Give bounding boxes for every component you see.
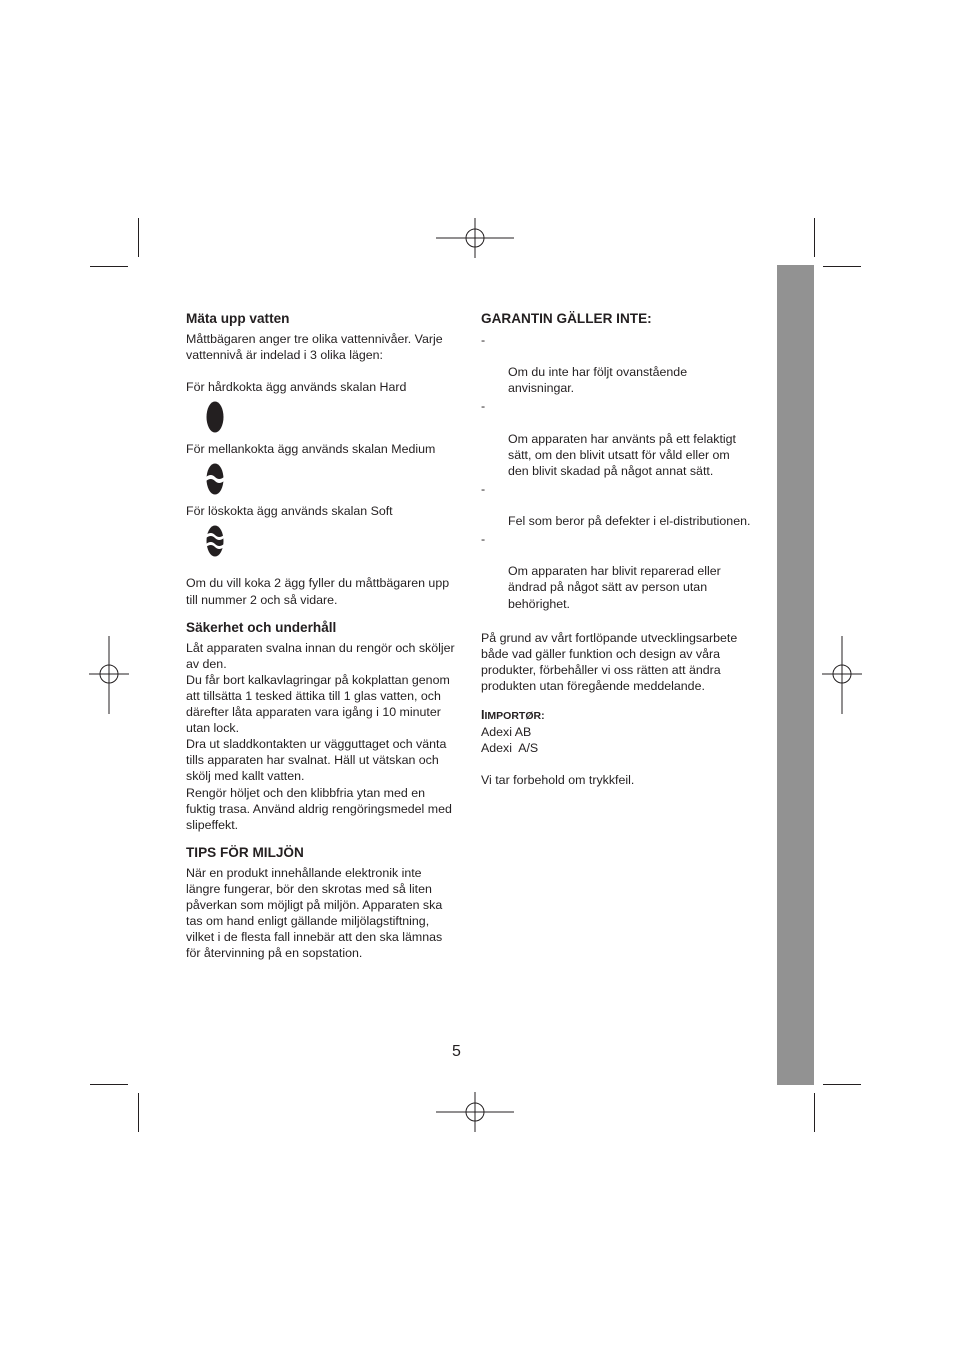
warranty-list	[481, 332, 766, 612]
crop-mark	[823, 1084, 861, 1085]
environment-body: När en produkt innehållande elektronik inte längre fungerar, bör den skrotas med så liten påverkan som möjligt på miljön. Apparaten ska tas om hand enligt gällande miljölagstiftning, vilket i de flesta fall innebär att den ska lämnas för återvinning på en sopstation.	[186, 865, 443, 961]
scale-soft-text: För löskokta ägg används skalan Soft	[186, 504, 393, 519]
hard-egg-icon	[206, 401, 224, 433]
section-heading-safety: Säkerhet och underhåll	[186, 619, 337, 635]
list-item	[481, 332, 766, 396]
list-item	[481, 398, 766, 478]
list-item-text: Fel som beror på defekter i el-distributionen.	[508, 514, 751, 529]
section-heading-measure-water: Mäta upp vatten	[186, 311, 290, 326]
language-side-tab	[777, 265, 814, 1085]
scale-medium-text: För mellankokta ägg används skalan Medium	[186, 442, 436, 457]
list-item-text: Om apparaten har blivit reparerad eller ändrad på något sätt av person utan behörighet.	[508, 564, 721, 611]
safety-body: Låt apparaten svalna innan du rengör och sköljer av den. Du får bort kalkavlagringar på kokplattan genom att tillsätta 1 tesked ättika till 1 glas vatten, och därefter låta apparaten vara igång i 10 minuter utan lock. Dra ut sladdkontakten ur vägguttaget och vänta tills apparaten har svalnat. Häll ut vätskan och skölj med kallt vatten. Rengör höljet och den klibbfria ytan med en fuktig trasa. Använd aldrig rengöringsmedel med slipeffekt.	[186, 640, 455, 832]
list-item	[481, 481, 766, 529]
print-disclaimer: Vi tar forbehold om trykkfeil.	[481, 773, 635, 788]
importer-heading-initial: I	[481, 707, 485, 722]
dash-bullet: -	[481, 532, 486, 547]
crop-mark	[823, 266, 861, 267]
crop-mark	[90, 266, 128, 267]
measure-outro: Om du vill koka 2 ägg fyller du måttbägaren upp till nummer 2 och så vidare.	[186, 576, 450, 607]
importer-heading-rest: IMPORTØR:	[484, 709, 545, 722]
medium-egg-icon	[206, 463, 224, 495]
crop-mark	[814, 218, 815, 257]
registration-mark-icon	[822, 636, 862, 714]
importer-line: Adexi A/S	[481, 741, 539, 756]
measure-intro: Måttbägaren anger tre olika vattennivåer. Varje vattennivå är indelad i 3 olika lägen:	[186, 332, 443, 363]
soft-egg-icon	[206, 525, 224, 557]
registration-mark-icon	[89, 636, 129, 714]
page-number: 5	[452, 1043, 461, 1060]
crop-mark	[90, 1084, 128, 1085]
registration-mark-icon	[436, 1092, 516, 1132]
importer-heading	[481, 707, 766, 724]
list-item-text: Om apparaten har använts på ett felaktigt sätt, om den blivit utsatt för våld eller om den blivit skadad på något annat sätt.	[508, 431, 736, 478]
dash-bullet: -	[481, 481, 486, 496]
crop-mark	[138, 1093, 139, 1132]
section-heading-warranty: GARANTIN GÄLLER INTE:	[481, 311, 652, 326]
scale-hard-text: För hårdkokta ägg används skalan Hard	[186, 380, 407, 395]
development-notice: På grund av vårt fortlöpande utvecklingsarbete både vad gäller funktion och design av våra produkter, förbehåller vi oss rätten att ändra produkten utan föregående meddelande.	[481, 630, 738, 693]
dash-bullet: -	[481, 333, 486, 347]
registration-mark-icon	[436, 218, 516, 258]
importer-line: Adexi AB	[481, 725, 532, 740]
list-item	[481, 531, 766, 611]
section-heading-environment: TIPS FÖR MILJÖN	[186, 844, 304, 860]
right-column	[481, 310, 766, 788]
list-item-text: Om du inte har följt ovanstående anvisningar.	[508, 365, 688, 396]
left-column	[186, 310, 466, 961]
crop-mark	[138, 218, 139, 257]
dash-bullet: -	[481, 399, 486, 414]
crop-mark	[814, 1093, 815, 1132]
